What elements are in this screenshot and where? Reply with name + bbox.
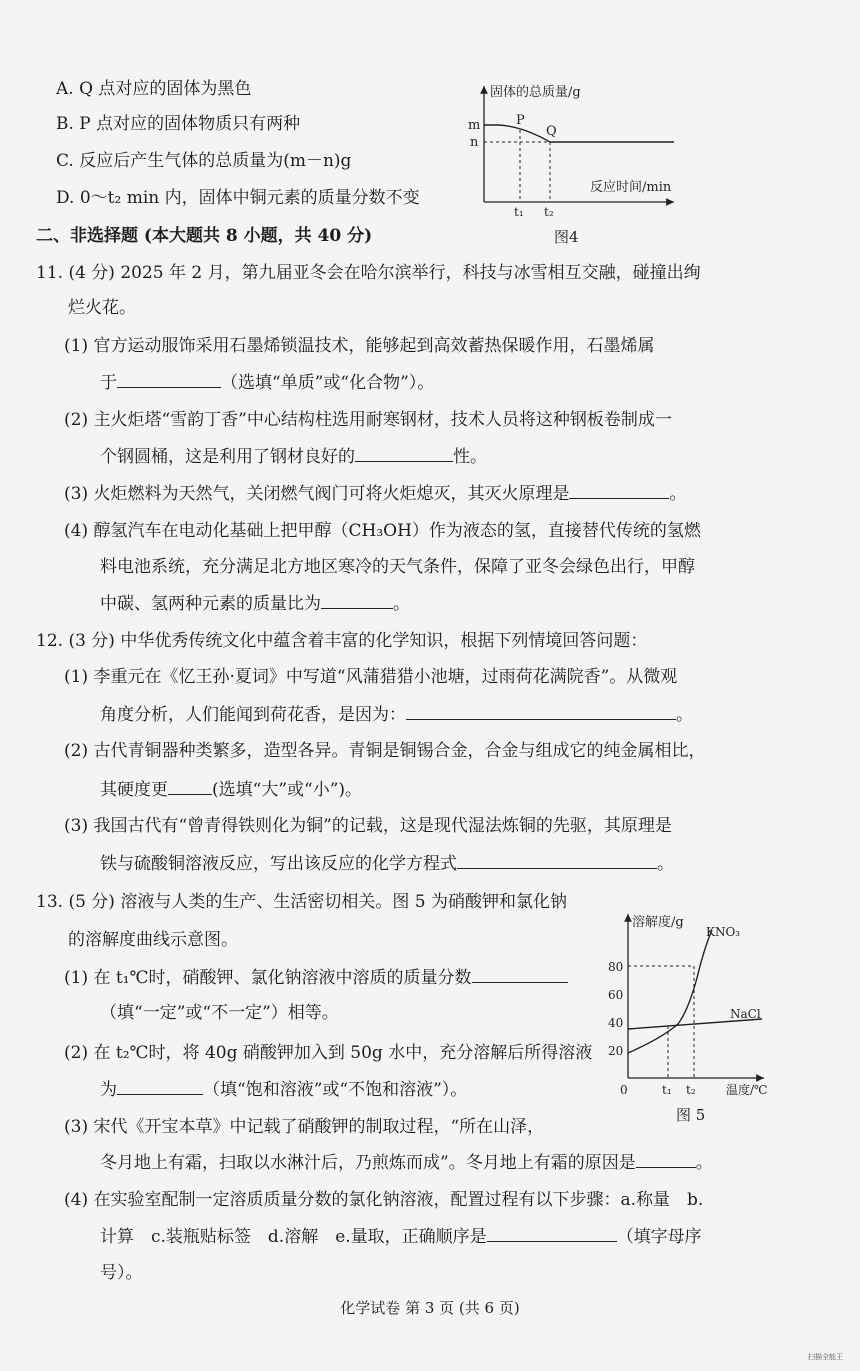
q13-p2-answer-blank[interactable]: [117, 1078, 203, 1095]
q11-part-3: [64, 482, 686, 505]
page-footer: 化学试卷 第 3 页 (共 6 页): [340, 1299, 520, 1317]
q13-p1-pre: (1) 在 t₁℃时，硝酸钾、氯化钠溶液中溶质的质量分数: [64, 968, 472, 988]
q13-part-4a: (4) 在实验室配制一定溶质质量分数的氯化钠溶液，配置过程有以下步骤：a.称量 b.: [64, 1190, 704, 1210]
fig5-series-kno3-label: KNO₃: [706, 925, 741, 939]
q13-p4-answer-blank[interactable]: [487, 1225, 617, 1242]
q11-p3-pre: (3) 火炬燃料为天然气，关闭燃气阀门可将火炬熄灭，其灭火原理是: [64, 484, 570, 504]
q10-option-c: C. 反应后产生气体的总质量为(m－n)g: [56, 151, 352, 171]
fig5-y-tick-60: 60: [608, 988, 624, 1002]
q11-part-2b: [100, 445, 487, 468]
fig5-y-axis-label: 溶解度/g: [632, 915, 684, 930]
q13-p1-answer-blank[interactable]: [472, 966, 568, 983]
q13-part-1a: [64, 966, 568, 989]
fig5-y-tick-20: 20: [608, 1044, 624, 1058]
q11-p4-answer-blank[interactable]: [321, 592, 393, 609]
fig4-point-q: Q: [546, 124, 557, 139]
q13-p3-answer-blank[interactable]: [636, 1151, 696, 1168]
q12-p2-post: (选填“大”或“小”)。: [212, 780, 363, 800]
q13-part-4b: [100, 1225, 702, 1248]
q13-part-2b: [100, 1078, 467, 1101]
section-2-heading: 二、非选择题 (本大题共 8 小题，共 40 分): [36, 226, 373, 246]
scanner-watermark-logo: 扫描全能王: [808, 1353, 843, 1361]
q11-part-2a: (2) 主火炬塔“雪韵丁香”中心结构柱选用耐寒钢材，技术人员将这种钢板卷制成一: [64, 410, 672, 430]
fig5-x-axis-label: 温度/℃: [726, 1083, 768, 1097]
q12-p1-post: 。: [676, 705, 693, 725]
q12-part-2a: (2) 古代青铜器种类繁多，造型各异。青铜是铜锡合金，合金与组成它的纯金属相比，: [64, 741, 706, 761]
q13-line-1: 13. (5 分) 溶液与人类的生产、生活密切相关。图 5 为硝酸钾和氯化钠: [36, 892, 567, 912]
q12-p1-pre: 角度分析，人们能闻到荷花香，是因为：: [100, 705, 406, 725]
q12-part-1b: [100, 703, 693, 726]
fig5-caption: 图 5: [676, 1106, 706, 1124]
q11-p2-answer-blank[interactable]: [355, 445, 453, 462]
fig5-y-tick-80: 80: [608, 960, 624, 974]
q13-part-2a: (2) 在 t₂℃时，将 40g 硝酸钾加入到 50g 水中，充分溶解后所得溶液: [64, 1043, 593, 1063]
q12-part-1a: (1) 李重元在《忆王孙·夏词》中写道“风蒲猎猎小池塘，过雨荷花满院香”。从微观: [64, 667, 678, 687]
q13-p4-pre: 计算 c.装瓶贴标签 d.溶解 e.量取，正确顺序是: [100, 1227, 487, 1247]
fig4-x-axis-label: 反应时间/min: [590, 180, 672, 195]
q13-p3-pre: 冬月地上有霜，扫取以水淋汁后，乃煎炼而成”。冬月地上有霜的原因是: [100, 1153, 636, 1173]
q13-part-1b: （填“一定”或“不一定”）相等。: [100, 1003, 339, 1023]
q13-p4-post: （填字母序: [616, 1227, 702, 1247]
q11-p2-post: 性。: [453, 447, 487, 467]
q11-p4-pre: 中碳、氢两种元素的质量比为: [100, 594, 321, 614]
fig4-curve: [484, 125, 674, 142]
q11-p1-post: （选填“单质”或“化合物”）。: [221, 373, 435, 393]
fig5-x-tick-t2: t₂: [686, 1083, 696, 1097]
fig5-kno3-curve: [628, 930, 712, 1053]
q12-p1-answer-blank[interactable]: [406, 703, 676, 720]
q12-part-3b: [100, 852, 674, 875]
q11-p3-post: 。: [669, 484, 687, 504]
q12-p3-answer-blank[interactable]: [457, 852, 657, 869]
fig4-y-tick-n: n: [470, 135, 479, 150]
q11-p2-pre: 个钢圆桶，这是利用了钢材良好的: [100, 447, 355, 467]
fig4-x-tick-t1: t₁: [514, 205, 524, 219]
q11-part-1a: (1) 官方运动服饰采用石墨烯锁温技术，能够起到高效蓄热保暖作用，石墨烯属: [64, 336, 655, 356]
q12-p3-pre: 铁与硫酸铜溶液反应，写出该反应的化学方程式: [100, 854, 457, 874]
q12-p2-pre: 其硬度更: [100, 780, 168, 800]
fig5-x-tick-t1: t₁: [662, 1083, 672, 1097]
fig4-y-axis-label: 固体的总质量/g: [490, 85, 581, 100]
q11-p4-post: 。: [393, 594, 410, 614]
q13-p2-post: （填“饱和溶液”或“不饱和溶液”）。: [203, 1080, 468, 1100]
q13-part-4c: 号）。: [100, 1263, 143, 1283]
q11-p1-answer-blank[interactable]: [117, 371, 221, 388]
q10-option-d: D. 0～t₂ min 内，固体中铜元素的质量分数不变: [56, 188, 420, 208]
q13-line-2: 的溶解度曲线示意图。: [68, 930, 238, 950]
fig5-series-nacl-label: NaCl: [730, 1007, 761, 1021]
figure-5-solubility-graph: [594, 908, 770, 1130]
q11-part-4c: [100, 592, 410, 615]
q11-part-4b: 料电池系统，充分满足北方地区寒冷的天气条件，保障了亚冬会绿色出行，甲醇: [100, 557, 695, 577]
fig4-x-tick-t2: t₂: [544, 205, 554, 219]
q13-part-3b: [100, 1151, 713, 1174]
q11-part-4a: (4) 醇氢汽车在电动化基础上把甲醇（CH₃OH）作为液态的氢，直接替代传统的氢燃: [64, 521, 701, 541]
q11-part-1b: [100, 371, 434, 394]
fig4-caption: 图4: [554, 228, 579, 246]
q12-p3-post: 。: [657, 854, 674, 874]
q13-p3-post: 。: [695, 1153, 713, 1173]
q11-line-2: 烂火花。: [68, 298, 136, 318]
fig4-point-p: P: [516, 113, 525, 128]
q10-option-a: A. Q 点对应的固体为黑色: [56, 79, 252, 99]
q12-part-3a: (3) 我国古代有“曾青得铁则化为铜”的记载，这是现代湿法炼铜的先驱，其原理是: [64, 816, 672, 836]
q11-line-1: 11. (4 分) 2025 年 2 月，第九届亚冬会在哈尔滨举行，科技与冰雪相互交融，碰撞出绚: [36, 263, 701, 283]
fig4-y-tick-m: m: [468, 118, 481, 133]
q11-p3-answer-blank[interactable]: [569, 482, 669, 499]
fig5-x-tick-0: 0: [620, 1083, 628, 1097]
figure-4-graph: [462, 80, 682, 250]
q11-p1-pre: 于: [100, 373, 117, 393]
q12-part-2b: [100, 778, 362, 801]
q12-p2-answer-blank[interactable]: [168, 778, 212, 795]
fig5-nacl-curve: [628, 1019, 762, 1029]
fig5-y-tick-40: 40: [608, 1016, 624, 1030]
q12-line-1: 12. (3 分) 中华优秀传统文化中蕴含着丰富的化学知识，根据下列情境回答问题：: [36, 631, 648, 651]
q10-option-b: B. P 点对应的固体物质只有两种: [56, 114, 301, 134]
q13-p2-pre: 为: [100, 1080, 117, 1100]
q13-part-3a: (3) 宋代《开宝本草》中记载了硝酸钾的制取过程，“所在山泽，: [64, 1117, 545, 1137]
